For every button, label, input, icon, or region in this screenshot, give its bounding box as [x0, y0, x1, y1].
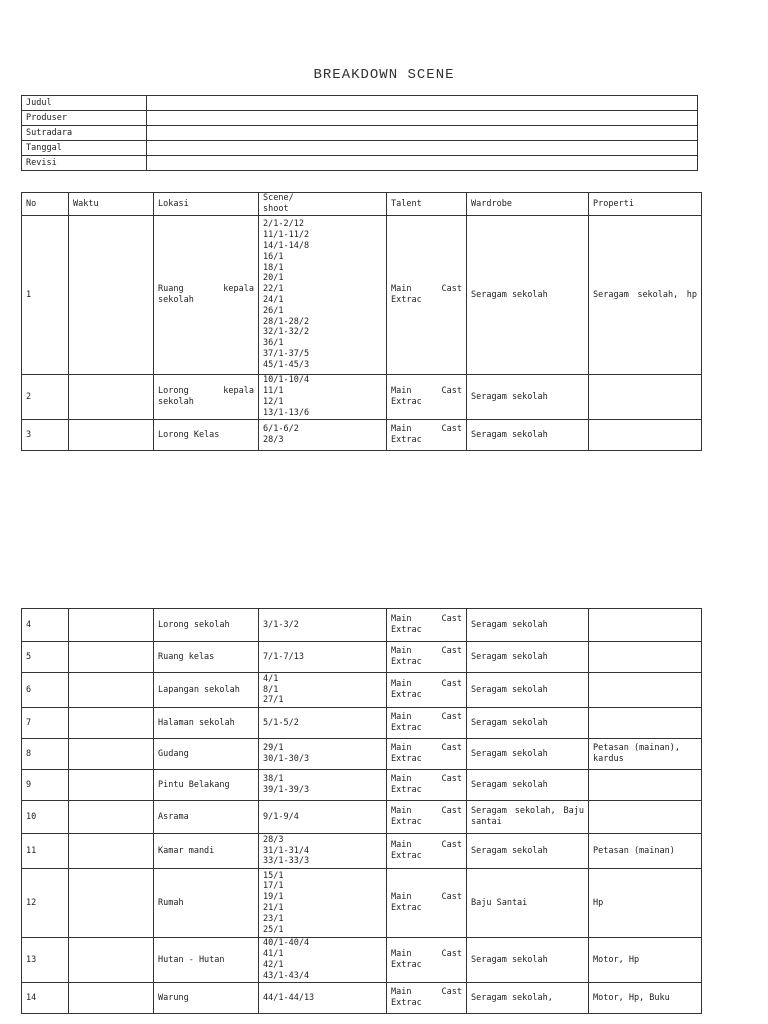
scene-entry: 32/1-32/2: [263, 327, 310, 338]
talent-main: Main: [391, 646, 412, 657]
row-scene: [259, 801, 387, 834]
talent-main-cast: [391, 840, 462, 851]
scene-entry: 30/1-30/3: [263, 754, 310, 764]
scene-entry: 11/1: [263, 386, 284, 397]
talent-cell: [387, 770, 467, 801]
row-scene: [259, 673, 387, 708]
talent-extrac: Extrac: [391, 785, 422, 795]
table-row: [22, 739, 702, 770]
talent-main: Main: [391, 987, 412, 998]
table-row: [22, 642, 702, 673]
scene-entry: 12/1: [263, 397, 284, 407]
info-row: [22, 111, 698, 126]
row-number: 10: [22, 801, 69, 834]
row-waktu: [69, 938, 154, 983]
scene-entry: 40/1-40/4: [263, 938, 310, 949]
talent-main: Main: [391, 743, 412, 754]
row-properti: Motor, Hp: [589, 938, 702, 983]
talent-cast: Cast: [441, 679, 462, 690]
talent-cell: [387, 739, 467, 770]
talent-cell: [387, 869, 467, 938]
row-wardrobe: Seragam sekolah: [467, 673, 589, 708]
scene-entry: 14/1-14/8: [263, 241, 310, 252]
scene-entry: 33/1-33/3: [263, 856, 310, 867]
scene-entry: 16/1: [263, 251, 284, 262]
talent-main: Main: [391, 712, 412, 723]
column-header: Waktu: [69, 193, 154, 216]
talent-main-cast: [391, 284, 462, 295]
row-scene: [259, 770, 387, 801]
row-waktu: [69, 770, 154, 801]
talent-cast: Cast: [441, 806, 462, 817]
scene-entry: 28/3: [263, 834, 284, 845]
row-wardrobe: Seragam sekolah: [467, 708, 589, 739]
scene-entry: 11/1-11/2: [263, 230, 310, 241]
row-wardrobe: Seragam sekolah: [467, 420, 589, 451]
talent-extrac: Extrac: [391, 435, 422, 445]
talent-extrac: Extrac: [391, 657, 422, 667]
table-row: [22, 983, 702, 1014]
row-lokasi: Halaman sekolah: [154, 708, 259, 739]
info-label: Produser: [22, 111, 147, 126]
row-scene: [259, 609, 387, 642]
row-wardrobe: Seragam sekolah,: [467, 983, 589, 1014]
row-waktu: [69, 609, 154, 642]
talent-main: Main: [391, 424, 412, 435]
talent-main: Main: [391, 284, 412, 295]
row-waktu: [69, 216, 154, 375]
talent-cell: [387, 673, 467, 708]
row-properti: [589, 770, 702, 801]
talent-extrac: Extrac: [391, 690, 422, 700]
talent-extrac: Extrac: [391, 625, 422, 635]
talent-cast: Cast: [441, 646, 462, 657]
row-scene: [259, 938, 387, 983]
scene-entry: 22/1: [263, 284, 284, 295]
row-wardrobe: Seragam sekolah: [467, 609, 589, 642]
info-value: [147, 96, 698, 111]
table-row: [22, 216, 702, 375]
row-scene: [259, 216, 387, 375]
row-number: 12: [22, 869, 69, 938]
talent-main-cast: [391, 614, 462, 625]
row-scene: [259, 708, 387, 739]
row-properti: [589, 609, 702, 642]
talent-main-cast: [391, 646, 462, 657]
row-properti: [589, 801, 702, 834]
talent-cast: Cast: [441, 949, 462, 960]
row-lokasi: Asrama: [154, 801, 259, 834]
scene-entry: 27/1: [263, 695, 284, 706]
talent-cell: [387, 983, 467, 1014]
scene-entry: 23/1: [263, 913, 284, 924]
talent-extrac: Extrac: [391, 998, 422, 1008]
row-lokasi: Kamar mandi: [154, 834, 259, 869]
talent-cell: [387, 609, 467, 642]
talent-main: Main: [391, 614, 412, 625]
scene-entry: 29/1: [263, 743, 284, 754]
info-label: Sutradara: [22, 126, 147, 141]
table-row: [22, 869, 702, 938]
scene-entry: 28/1-28/2: [263, 316, 310, 327]
talent-cell: [387, 642, 467, 673]
row-waktu: [69, 801, 154, 834]
row-properti: [589, 420, 702, 451]
scene-entry: 5/1-5/2: [263, 717, 299, 728]
table-row: [22, 708, 702, 739]
info-value: [147, 111, 698, 126]
row-wardrobe: Seragam sekolah: [467, 642, 589, 673]
header-row: [22, 193, 702, 216]
column-header: No: [22, 193, 69, 216]
talent-extrac: Extrac: [391, 851, 422, 861]
info-row: [22, 96, 698, 111]
row-properti: [589, 673, 702, 708]
table-row: [22, 375, 702, 420]
scene-entry: 31/1-31/4: [263, 845, 310, 856]
row-lokasi: Lorong kepala sekolah: [154, 375, 259, 420]
row-wardrobe: Seragam sekolah, Baju santai: [467, 801, 589, 834]
row-lokasi: Hutan - Hutan: [154, 938, 259, 983]
talent-cell: [387, 801, 467, 834]
scene-entry: 28/3: [263, 435, 284, 445]
breakdown-table-2: [21, 608, 702, 1014]
row-scene: [259, 642, 387, 673]
talent-main: Main: [391, 679, 412, 690]
talent-cast: Cast: [441, 743, 462, 754]
table-row: [22, 801, 702, 834]
row-number: 13: [22, 938, 69, 983]
scene-entry: 26/1: [263, 305, 284, 316]
row-lokasi: Lapangan sekolah: [154, 673, 259, 708]
row-waktu: [69, 834, 154, 869]
scene-entry: 21/1: [263, 903, 284, 913]
info-value: [147, 141, 698, 156]
talent-cast: Cast: [441, 712, 462, 723]
talent-extrac: Extrac: [391, 397, 422, 407]
column-header: Lokasi: [154, 193, 259, 216]
row-number: 9: [22, 770, 69, 801]
row-waktu: [69, 708, 154, 739]
info-table: [21, 95, 698, 171]
row-wardrobe: Seragam sekolah: [467, 739, 589, 770]
column-header: Scene/ shoot: [259, 193, 387, 216]
scene-entry: 25/1: [263, 924, 284, 935]
row-lokasi: Rumah: [154, 869, 259, 938]
scene-entry: 42/1: [263, 960, 284, 970]
row-wardrobe: Baju Santai: [467, 869, 589, 938]
scene-entry: 4/1: [263, 673, 279, 684]
row-waktu: [69, 739, 154, 770]
row-wardrobe: Seragam sekolah: [467, 770, 589, 801]
scene-entry: 37/1-37/5: [263, 348, 310, 359]
scene-entry: 8/1: [263, 684, 279, 695]
talent-main-cast: [391, 987, 462, 998]
row-number: 2: [22, 375, 69, 420]
scene-entry: 20/1: [263, 273, 284, 284]
talent-main-cast: [391, 679, 462, 690]
row-properti: Petasan (mainan), kardus: [589, 739, 702, 770]
row-wardrobe: Seragam sekolah: [467, 938, 589, 983]
row-lokasi: Lorong Kelas: [154, 420, 259, 451]
row-number: 1: [22, 216, 69, 375]
scene-entry: 9/1-9/4: [263, 811, 299, 822]
row-waktu: [69, 642, 154, 673]
talent-main-cast: [391, 743, 462, 754]
row-scene: [259, 420, 387, 451]
row-number: 3: [22, 420, 69, 451]
row-wardrobe: Seragam sekolah: [467, 375, 589, 420]
row-properti: Motor, Hp, Buku: [589, 983, 702, 1014]
talent-cast: Cast: [441, 386, 462, 397]
column-header: Properti: [589, 193, 702, 216]
info-label: Tanggal: [22, 141, 147, 156]
scene-entry: 13/1-13/6: [263, 407, 310, 418]
talent-cell: [387, 420, 467, 451]
talent-cast: Cast: [441, 614, 462, 625]
info-label: Judul: [22, 96, 147, 111]
row-properti: [589, 375, 702, 420]
row-number: 11: [22, 834, 69, 869]
talent-extrac: Extrac: [391, 960, 422, 970]
scene-entry: 24/1: [263, 295, 284, 305]
table-row: [22, 420, 702, 451]
talent-main: Main: [391, 949, 412, 960]
scene-entry: 3/1-3/2: [263, 619, 299, 630]
scene-entry: 45/1-45/3: [263, 359, 310, 370]
talent-cast: Cast: [441, 840, 462, 851]
talent-main-cast: [391, 386, 462, 397]
talent-main: Main: [391, 840, 412, 851]
row-scene: [259, 869, 387, 938]
row-scene: [259, 375, 387, 420]
scene-entry: 17/1: [263, 881, 284, 892]
talent-main-cast: [391, 949, 462, 960]
row-properti: [589, 642, 702, 673]
scene-entry: 44/1-44/13: [263, 992, 315, 1003]
talent-main-cast: [391, 892, 462, 903]
talent-extrac: Extrac: [391, 754, 422, 764]
talent-cast: Cast: [441, 424, 462, 435]
scene-entry: 18/1: [263, 262, 284, 273]
row-number: 5: [22, 642, 69, 673]
row-wardrobe: Seragam sekolah: [467, 834, 589, 869]
info-label: Revisi: [22, 156, 147, 171]
talent-main-cast: [391, 806, 462, 817]
info-value: [147, 156, 698, 171]
row-waktu: [69, 420, 154, 451]
row-lokasi: Warung: [154, 983, 259, 1014]
row-scene: [259, 834, 387, 869]
talent-cast: Cast: [441, 774, 462, 785]
talent-extrac: Extrac: [391, 295, 422, 305]
scene-entry: 2/1-2/12: [263, 219, 304, 230]
row-lokasi: Ruang kelas: [154, 642, 259, 673]
row-lokasi: Pintu Belakang: [154, 770, 259, 801]
scene-entry: 39/1-39/3: [263, 785, 310, 795]
row-number: 7: [22, 708, 69, 739]
talent-main: Main: [391, 806, 412, 817]
table-row: [22, 834, 702, 869]
table-row: [22, 673, 702, 708]
scene-entry: 7/1-7/13: [263, 651, 304, 662]
talent-extrac: Extrac: [391, 723, 422, 733]
talent-extrac: Extrac: [391, 817, 422, 827]
talent-cell: [387, 708, 467, 739]
talent-cast: Cast: [441, 284, 462, 295]
talent-main-cast: [391, 774, 462, 785]
row-properti: Hp: [589, 869, 702, 938]
row-lokasi: Ruang kepala sekolah: [154, 216, 259, 375]
scene-entry: 41/1: [263, 949, 284, 960]
talent-cell: [387, 375, 467, 420]
row-waktu: [69, 375, 154, 420]
talent-cell: [387, 834, 467, 869]
talent-main-cast: [391, 712, 462, 723]
info-row: [22, 156, 698, 171]
talent-main: Main: [391, 386, 412, 397]
row-number: 4: [22, 609, 69, 642]
scene-entry: 10/1-10/4: [263, 375, 310, 386]
table-row: [22, 609, 702, 642]
row-waktu: [69, 869, 154, 938]
scene-entry: 36/1: [263, 338, 284, 349]
row-number: 6: [22, 673, 69, 708]
row-properti: Seragam sekolah, hp: [589, 216, 702, 375]
row-scene: [259, 983, 387, 1014]
page-title: BREAKDOWN SCENE: [313, 67, 455, 83]
talent-cell: [387, 216, 467, 375]
table-row: [22, 770, 702, 801]
scene-entry: 19/1: [263, 892, 284, 903]
row-scene: [259, 739, 387, 770]
talent-main-cast: [391, 424, 462, 435]
info-row: [22, 126, 698, 141]
talent-extrac: Extrac: [391, 903, 422, 913]
info-value: [147, 126, 698, 141]
talent-main: Main: [391, 774, 412, 785]
row-waktu: [69, 673, 154, 708]
breakdown-table-1: [21, 192, 702, 451]
scene-entry: 38/1: [263, 774, 284, 785]
info-row: [22, 141, 698, 156]
row-properti: [589, 708, 702, 739]
row-lokasi: Lorong sekolah: [154, 609, 259, 642]
column-header: Talent: [387, 193, 467, 216]
row-number: 8: [22, 739, 69, 770]
table-row: [22, 938, 702, 983]
talent-cast: Cast: [441, 892, 462, 903]
row-properti: Petasan (mainan): [589, 834, 702, 869]
row-number: 14: [22, 983, 69, 1014]
row-wardrobe: Seragam sekolah: [467, 216, 589, 375]
scene-entry: 15/1: [263, 870, 284, 881]
talent-main: Main: [391, 892, 412, 903]
row-waktu: [69, 983, 154, 1014]
column-header: Wardrobe: [467, 193, 589, 216]
talent-cast: Cast: [441, 987, 462, 998]
row-lokasi: Gudang: [154, 739, 259, 770]
scene-entry: 43/1-43/4: [263, 970, 310, 981]
scene-entry: 6/1-6/2: [263, 424, 299, 435]
talent-cell: [387, 938, 467, 983]
